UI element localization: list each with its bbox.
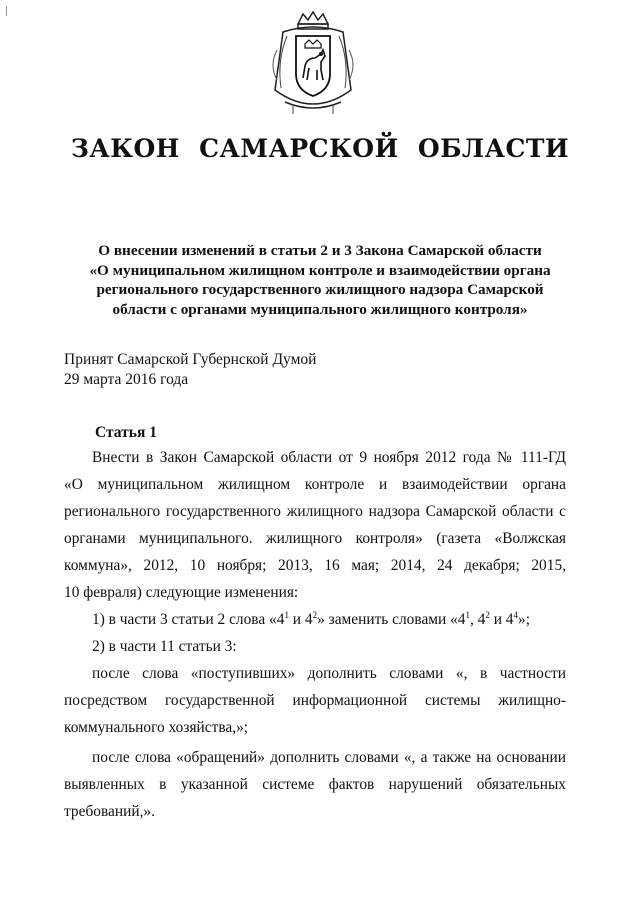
subject-line: О внесении изменений в статьи 2 и 3 Закона Самарской области xyxy=(98,242,542,259)
subject-line: области с органами муниципального жилищного контроля» xyxy=(112,300,528,318)
coat-of-arms-icon xyxy=(263,10,363,118)
body-line: «О муниципальном жилищном контроле и взаимодействии органа xyxy=(64,476,566,493)
body-line: органами муниципального. жилищного контроля» (газета «Волжская xyxy=(64,530,566,547)
body-line: после слова «поступивших» дополнить словами «, в частности xyxy=(92,665,566,682)
law-title: ЗАКОН САМАРСКОЙ ОБЛАСТИ xyxy=(70,134,570,163)
adoption-info xyxy=(64,350,316,390)
adoption-date: 29 марта 2016 года xyxy=(64,371,189,388)
adopted-by: Принят Самарской Губернской Думой xyxy=(64,351,317,368)
body-line: посредством государственной информационной системы жилищно- xyxy=(64,692,566,709)
amendment-item-1: 1) в части 3 статьи 2 слова «$4^1$ и $4^2$» заменить словами «$4^1$, $4^2$ и $4^4$»; xyxy=(92,610,530,628)
subject-line: регионального государственного жилищного надзора Самарской xyxy=(96,281,544,298)
law-subject xyxy=(60,241,580,319)
body-line: выявленных в указанной системе фактов нарушений обязательных xyxy=(64,776,566,793)
subject-line: «О муниципальном жилищном контроле и взаимодействии органа xyxy=(89,261,551,279)
body-line: коммуна», 2012, 10 ноября; 2013, 16 мая; 2014, 24 декабря; 2015, xyxy=(64,557,566,574)
body-line: Внести в Закон Самарской области от 9 ноября 2012 года № 111-ГД xyxy=(92,449,566,466)
article-heading: Статья 1 xyxy=(95,424,157,441)
body-line: требований,». xyxy=(64,803,155,820)
body-line: 10 февраля) следующие изменения: xyxy=(64,584,299,601)
body-line: коммунального хозяйства,»; xyxy=(64,719,249,736)
body-line: после слова «обращений» дополнить словами «, а также на основании xyxy=(92,749,566,766)
body-line: регионального государственного жилищного надзора Самарской области с xyxy=(64,503,566,520)
scan-mark xyxy=(6,6,10,16)
article-body xyxy=(64,444,566,825)
amendment-item-2: 2) в части 11 статьи 3: xyxy=(92,638,237,655)
